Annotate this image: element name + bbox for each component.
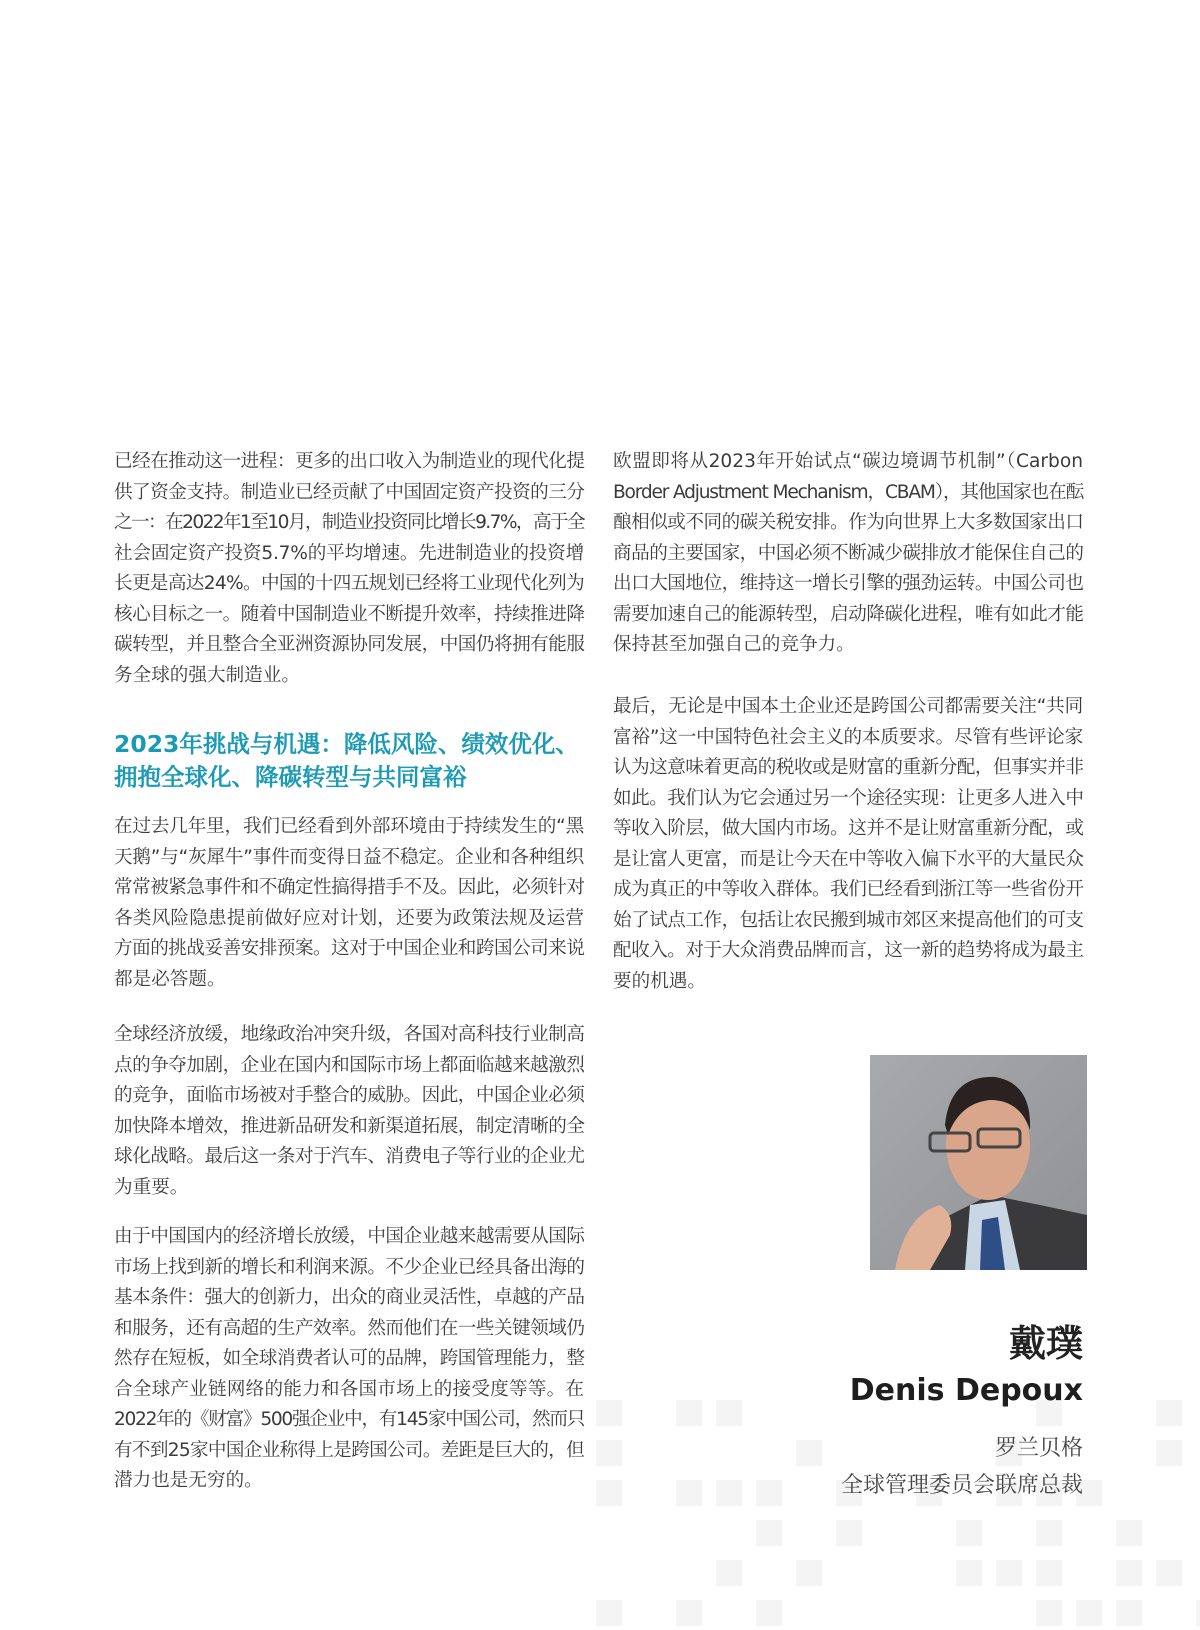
text-line: 如此。我们认为它会通过另一个途径实现：让更多人进入中 (613, 787, 1084, 809)
paragraph-global-competition (114, 1020, 584, 1203)
text-line: 各类风险隐患提前做好应对计划，还要为政策法规及运营 (114, 907, 584, 929)
text-line: 要的机遇。 (613, 970, 706, 992)
text-line: 供了资金支持。制造业已经贡献了中国固定资产投资的三分 (114, 481, 585, 503)
paragraph-manufacturing (114, 447, 584, 691)
pattern-square (1036, 1560, 1062, 1586)
text-line: 市场上找到新的增长和利润来源。不少企业已经具备出海的 (114, 1256, 585, 1278)
pattern-square (756, 1600, 782, 1626)
paragraph-common-prosperity (613, 692, 1083, 997)
pattern-square (756, 1480, 782, 1506)
text-line: 的竞争，面临市场被对手整合的威胁。因此，中国企业必须 (114, 1085, 585, 1106)
text-line: 商品的主要国家，中国必须不断减少碳排放才能保住自己的 (613, 542, 1084, 564)
text-line: 酿相似或不同的碳关税安排。作为向世界上大多数国家出口 (613, 512, 1084, 533)
text-line: 加快降本增效，推进新品研发和新渠道拓展，制定清晰的全 (114, 1115, 585, 1137)
author-name-english: Denis Depoux (849, 1373, 1083, 1408)
text-line: 是让富人更富，而是让今天在中等收入偏下水平的大量民众 (613, 848, 1084, 870)
pattern-square (716, 1560, 742, 1586)
pattern-square (836, 1520, 862, 1546)
text-line: 合全球产业链网络的能力和各国市场上的接受度等等。在 (114, 1378, 584, 1400)
pattern-square (796, 1560, 822, 1586)
text-line: 2022年的《财富》500强企业中，有145家中国公司，然而只 (114, 1409, 584, 1430)
pattern-square (596, 1480, 622, 1506)
pattern-square (596, 1600, 622, 1626)
text-line: 在过去几年里，我们已经看到外部环境由于持续发生的“黑 (114, 816, 584, 837)
text-line: 点的争夺加剧，企业在国内和国际市场上都面临越来越激烈 (114, 1054, 585, 1076)
text-line: 方面的挑战妥善安排预案。这对于中国企业和跨国公司来说 (114, 938, 585, 959)
text-line: 核心目标之一。随着中国制造业不断提升效率，持续推进降 (114, 603, 585, 625)
pattern-square (1156, 1440, 1182, 1466)
pattern-square (1156, 1400, 1182, 1426)
author-title: 全球管理委员会联席总裁 (840, 1473, 1083, 1498)
text-line: 务全球的强大制造业。 (114, 664, 300, 686)
pattern-square (676, 1480, 702, 1506)
text-line: Border Adjustment Mechanism，CBAM），其他国家也在酝 (613, 481, 1083, 503)
text-line: 基本条件：强大的创新力，出众的商业灵活性，卓越的产品 (114, 1287, 585, 1308)
pattern-square (676, 1600, 702, 1626)
pattern-square (1156, 1560, 1182, 1586)
text-line: 社会固定资产投资5.7%的平均增速。先进制造业的投资增 (114, 542, 584, 564)
pattern-square (1116, 1520, 1142, 1546)
text-line: 2023年挑战与机遇：降低风险、绩效优化、 (114, 730, 579, 758)
text-line: 全球经济放缓，地缘政治冲突升级，各国对高科技行业制高 (114, 1024, 585, 1045)
text-line: 之一：在2022年1至10月，制造业投资同比增长9.7%，高于全 (114, 512, 584, 533)
text-line: 最后，无论是中国本土企业还是跨国公司都需要关注“共同 (613, 696, 1083, 717)
pattern-square (716, 1480, 742, 1506)
pattern-square (956, 1560, 982, 1586)
pattern-square (796, 1440, 822, 1466)
text-line: 需要加速自己的能源转型，启动降碳化进程，唯有如此才能 (613, 603, 1084, 625)
pattern-square (756, 1520, 782, 1546)
paragraph-globalization (114, 1222, 584, 1497)
text-line: 拥抱全球化、降碳转型与共同富裕 (114, 763, 467, 791)
paragraph-cbam (613, 447, 1083, 661)
pattern-square (1036, 1600, 1062, 1626)
author-portrait-photo (870, 1055, 1087, 1270)
pattern-square (596, 1400, 622, 1426)
author-name-chinese: 戴璞 (1009, 1322, 1083, 1365)
text-line: 保持甚至加强自己的竞争力。 (613, 634, 855, 655)
text-line: 始了试点工作，包括让农民搬到城市郊区来提高他们的可支 (613, 909, 1084, 931)
pattern-square (1076, 1600, 1102, 1626)
text-line: 球化战略。最后这一条对于汽车、消费电子等行业的企业尤 (114, 1146, 585, 1167)
text-line: 为重要。 (114, 1176, 189, 1198)
text-line: 碳转型，并且整合全亚洲资源协同发展，中国仍将拥有能服 (114, 634, 585, 655)
text-line: 有不到25家中国企业称得上是跨国公司。差距是巨大的，但 (114, 1439, 584, 1461)
author-company: 罗兰贝格 (994, 1436, 1083, 1461)
text-line: 已经在推动这一进程：更多的出口收入为制造业的现代化提 (114, 451, 585, 472)
text-line: 和服务，还有高超的生产效率。然而他们在一些关键领域仍 (114, 1317, 585, 1339)
text-line: 长更是高达24%。中国的十四五规划已经将工业现代化列为 (114, 573, 584, 594)
text-line: 等收入阶层，做大国内市场。这并不是让财富重新分配，或 (613, 818, 1084, 839)
pattern-square (956, 1520, 982, 1546)
text-line: 富裕”这一中国特色社会主义的本质要求。尽管有些评论家 (613, 726, 1083, 748)
text-line: 成为真正的中等收入群体。我们已经看到浙江等一些省份开 (613, 879, 1084, 900)
pattern-square (716, 1400, 742, 1426)
text-line: 配收入。对于大众消费品牌而言，这一新的趋势将成为最主 (613, 940, 1084, 961)
pattern-square (676, 1400, 702, 1426)
pattern-square (1036, 1520, 1062, 1546)
text-line: 都是必答题。 (114, 968, 226, 990)
pattern-square (1116, 1560, 1142, 1586)
pattern-square (596, 1440, 622, 1466)
paragraph-risks (114, 812, 584, 995)
pattern-square (1196, 1600, 1200, 1626)
pattern-square (1116, 1600, 1142, 1626)
text-line: 欧盟即将从2023年开始试点“碳边境调节机制”（Carbon (613, 451, 1083, 472)
pattern-square (996, 1560, 1022, 1586)
text-line: 由于中国国内的经济增长放缓，中国企业越来越需要从国际 (114, 1226, 585, 1247)
section-heading (114, 728, 594, 794)
text-line: 潜力也是无穷的。 (114, 1470, 263, 1491)
text-line: 然存在短板，如全球消费者认可的品牌，跨国管理能力，整 (114, 1348, 585, 1369)
text-line: 天鹅”与“灰犀牛”事件而变得日益不稳定。企业和各种组织 (114, 846, 584, 868)
text-line: 常常被紧急事件和不确定性搞得措手不及。因此，必须针对 (114, 877, 585, 898)
text-line: 出口大国地位，维持这一增长引擎的强劲运转。中国公司也 (613, 573, 1084, 594)
text-line: 认为这意味着更高的税收或是财富的重新分配，但事实并非 (613, 757, 1084, 778)
